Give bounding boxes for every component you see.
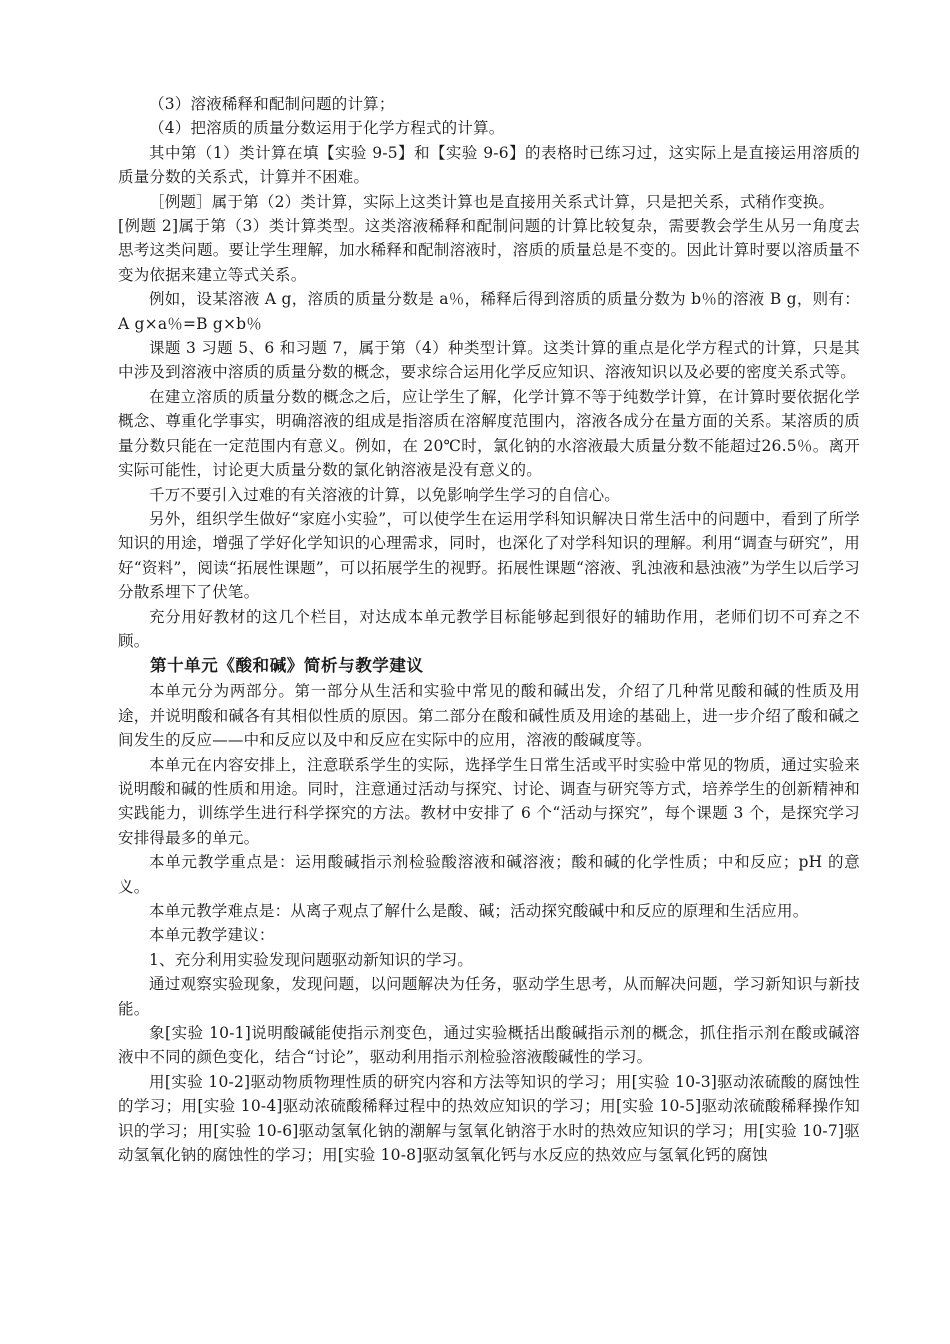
paragraph: 通过观察实验现象，发现问题，以问题解决为任务，驱动学生思考，从而解决问题，学习新知识与新技能。 [118,975,860,1018]
paragraph: （3）溶液稀释和配制问题的计算； [149,95,395,113]
paragraph: 另外，组织学生做好“家庭小实验”，可以使学生在运用学科知识解决日常生活中的问题中，看到了所学知识的用途，增强了学好化学知识的心理需求，同时，也深化了对学科知识的理解。利用“调查与研究”，用好“资料”，阅读“拓展性课题”，可以拓展学生的视野。拓展性课题“溶液、乳浊液和悬浊液”为学生以后学习分散系埋下了伏笔。 [118,509,860,602]
paragraph: 1、充分利用实验发现问题驱动新知识的学习。 [149,950,474,969]
paragraph: （4）把溶质的质量分数运用于化学方程式的计算。 [149,119,505,138]
paragraph: 例如，设某溶液 A g，溶质的质量分数是 a％，稀释后得到溶质的质量分数为 b％的溶液 B g，则有：A g×a％=B g×b％ [118,290,860,333]
paragraph: 在建立溶质的质量分数的概念之后，应让学生了解，化学计算不等于纯数学计算，在计算时要依据化学概念、尊重化学事实，明确溶液的组成是指溶质在溶解度范围内，溶液各成分在量方面的关系。某溶质的质量分数只能在一定范围内有意义。例如，在 20℃时，氯化钠的水溶液最大质量分数不能超过26.5％。离开实际可能性，讨论更大质量分数的氯化钠溶液是没有意义的。 [118,387,860,480]
paragraph: 本单元教学建议： [149,926,275,945]
paragraph: ［例题］属于第（2）类计算，实际上这类计算也是直接用关系式计算，只是把关系，式稍作变换。 [149,192,835,211]
document-page [118,92,860,1167]
paragraph: 象[实验 10-1]说明酸碱能使指示剂变色，通过实验概括出酸碱指示剂的概念，抓住指示剂在酸或碱溶液中不同的颜色变化，结合“讨论”，驱动利用指示剂检验溶液酸碱性的学习。 [118,1024,860,1067]
paragraph: 本单元分为两部分。第一部分从生活和实验中常见的酸和碱出发，介绍了几种常见酸和碱的性质及用途，并说明酸和碱各有其相似性质的原因。第二部分在酸和碱性质及用途的基础上，进一步介绍了酸和碱之间发生的反应——中和反应以及中和反应在实际中的应用，溶液的酸碱度等。 [118,682,860,750]
paragraph: 本单元在内容安排上，注意联系学生的实际，选择学生日常生活或平时实验中常见的物质，通过实验来说明酸和碱的性质和用途。同时，注意通过活动与探究、讨论、调查与研究等方式，培养学生的创新精神和实践能力，训练学生进行科学探究的方法。教材中安排了 6 个“活动与探究”，每个课题 3 个，是探究学习安排得最多的单元。 [118,755,860,847]
paragraph: 用[实验 10-2]驱动物质物理性质的研究内容和方法等知识的学习；用[实验 10-3]驱动浓硫酸的腐蚀性的学习；用[实验 10-4]驱动浓硫酸稀释过程中的热效应知识的学习；用[实验 10-5]驱动浓硫酸稀释操作知识的学习；用[实验 10-6]驱动氢氧化钠的潮解与氢氧化钠溶于水时的热效应知识的学习；用[实验 10-7]驱动氢氧化钠的腐蚀性的学习；用[实验 10-8]驱动氢氧化钙与水反应的热效应与氢氧化钙的腐蚀 [118,1072,860,1165]
paragraph: [例题 2]属于第（3）类计算类型。这类溶液稀释和配制问题的计算比较复杂，需要教会学生从另一角度去思考这类问题。要让学生理解，加水稀释和配制溶液时，溶质的质量总是不变的。因此计算时要以溶质量不变为依据来建立等式关系。 [118,217,860,284]
section-title: 第十单元《酸和碱》简析与教学建议 [150,656,424,676]
paragraph: 充分用好教材的这几个栏目，对达成本单元教学目标能够起到很好的辅助作用，老师们切不可弃之不顾。 [118,607,860,650]
paragraph: 本单元教学难点是：从离子观点了解什么是酸、碱；活动探究酸碱中和反应的原理和生活应用。 [149,902,809,920]
paragraph: 千万不要引入过难的有关溶液的计算，以免影响学生学习的自信心。 [149,485,621,504]
paragraph: 课题 3 习题 5、6 和习题 7，属于第（4）种类型计算。这类计算的重点是化学方程式的计算，只是其中涉及到溶液中溶质的质量分数的概念，要求综合运用化学反应知识、溶液知识以及必要的密度关系式等。 [118,339,860,382]
paragraph: 本单元教学重点是：运用酸碱指示剂检验酸溶液和碱溶液；酸和碱的化学性质；中和反应；pH 的意义。 [118,853,860,896]
paragraph: 其中第（1）类计算在填【实验 9-5】和【实验 9-6】的表格时已练习过，这实际上是直接运用溶质的质量分数的关系式，计算并不困难。 [118,143,860,187]
